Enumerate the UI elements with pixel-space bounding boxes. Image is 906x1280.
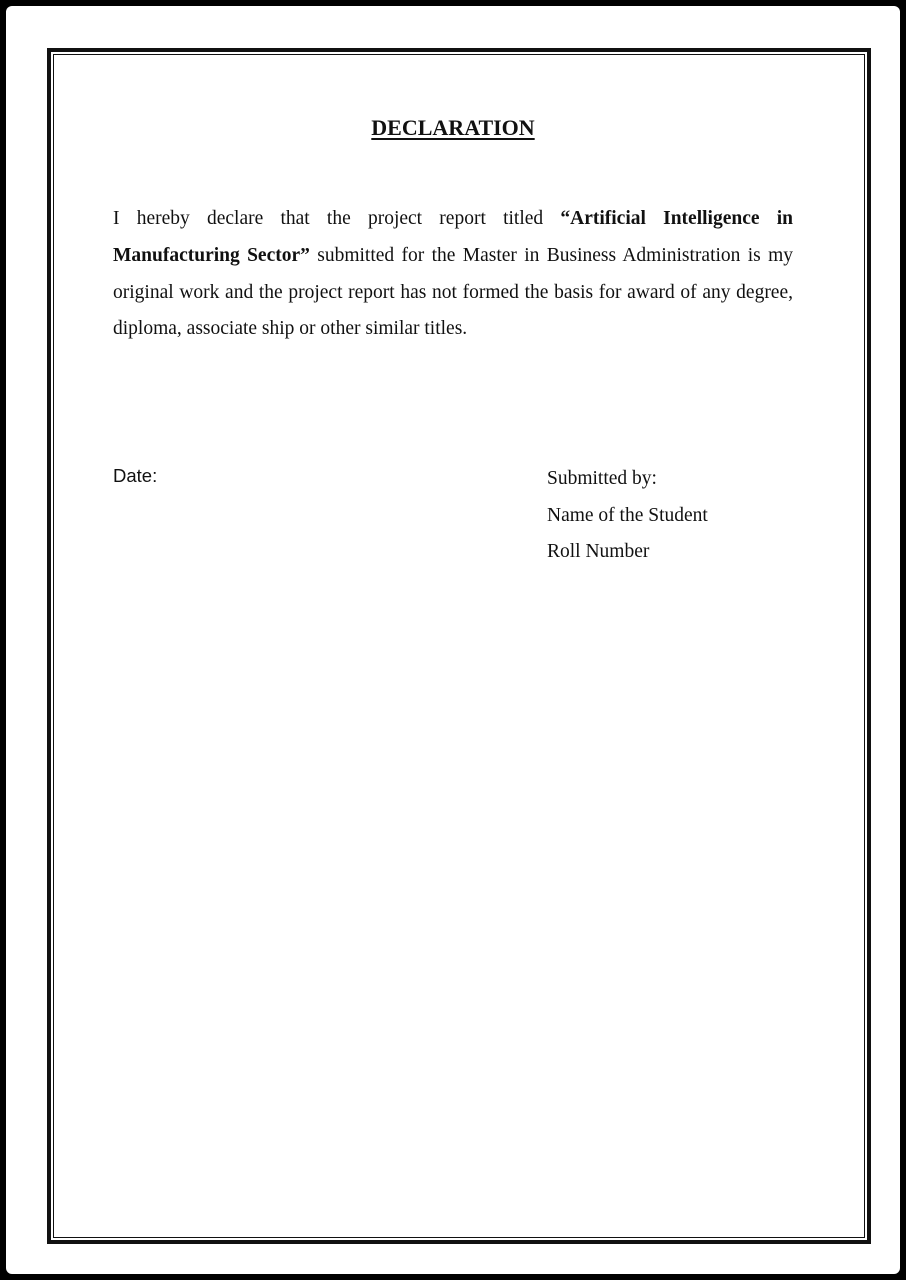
submitted-by-label: Submitted by: — [547, 468, 657, 489]
declaration-heading — [0, 115, 906, 141]
signature-block — [547, 461, 708, 571]
declaration-intro: I hereby declare that the project report titled — [113, 208, 561, 229]
roll-number-placeholder: Roll Number — [547, 541, 650, 563]
declaration-body: submitted for the Master in Business Administration is my original work and the project report has not formed the basis for award of any degree, diploma, associate ship or other similar titles. — [113, 244, 794, 340]
declaration-heading-text: DECLARATION — [371, 115, 535, 140]
date-label: Date: — [113, 465, 158, 486]
declaration-paragraph — [113, 201, 793, 348]
project-title: “Artificial Intelligence in Manufacturing Sector” — [113, 208, 793, 266]
student-name-placeholder: Name of the Student — [547, 504, 708, 526]
document-page — [6, 6, 900, 1274]
